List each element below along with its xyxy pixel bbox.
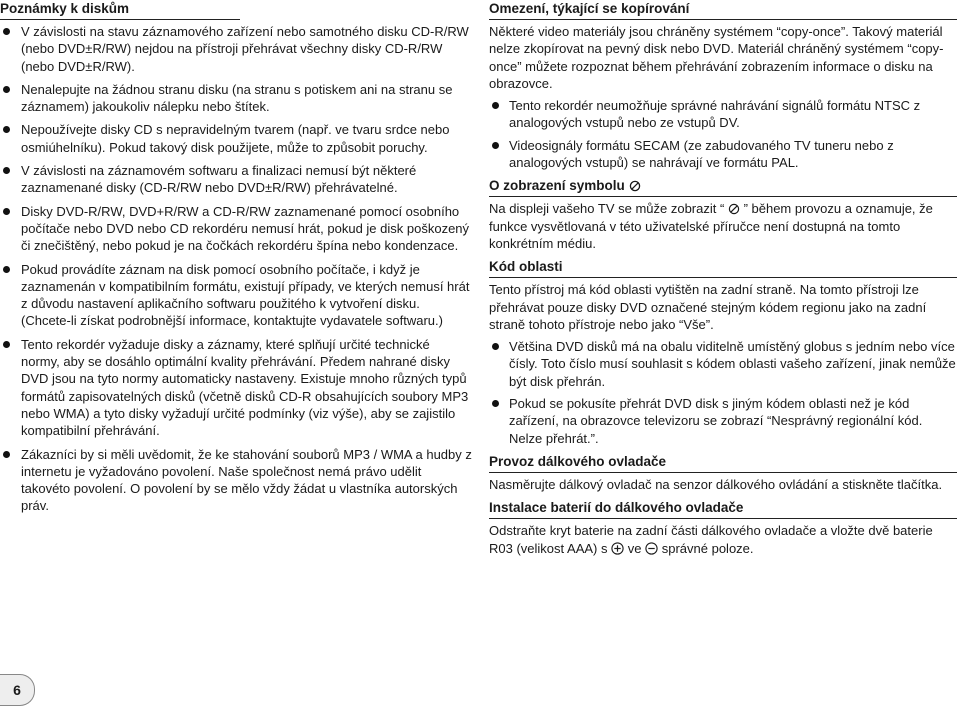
bullet-icon xyxy=(3,208,10,215)
left-column xyxy=(0,0,472,521)
list-item: Tento rekordér neumožňuje správné nahrávání signálů formátu NTSC z analogových vstupů nebo ze vstupů DV. xyxy=(489,97,957,132)
bullet-icon xyxy=(3,86,10,93)
battery-install-heading: Instalace baterií do dálkového ovladače xyxy=(489,499,957,519)
bullet-icon xyxy=(492,343,499,350)
list-item: Většina DVD disků má na obalu viditelně umístěný globus s jedním nebo více čísly. Toto číslo musí souhlasit s kódem oblasti vašeho zařízení, jinak nemůže být disk přehrán. xyxy=(489,338,957,390)
plus-circle-icon xyxy=(611,542,624,555)
bullet-icon xyxy=(3,28,10,35)
region-code-text: Tento přístroj má kód oblasti vytištěn na zadní straně. Na tomto přístroji lze přehrávat pouze disky DVD označené stejným kódem regionu jako na zadní straně tohoto přístroje nebo jako “Vše”. xyxy=(489,282,927,332)
bullet-icon xyxy=(3,126,10,133)
list-item: Pokud se pokusíte přehrát DVD disk s jiným kódem oblasti než je kód zařízení, na obrazovce televizoru se zobrazí “Nesprávný regionální kód. Nelze přehrát.”. xyxy=(489,395,957,447)
bullet-icon xyxy=(3,451,10,458)
right-column xyxy=(489,0,957,562)
list-item: Videosignály formátu SECAM (ze zabudovaného TV tuneru nebo z analogových vstupů) se nahrávají ve formátu PAL. xyxy=(489,137,957,172)
copy-restriction-text: Některé video materiály jsou chráněny systémem “copy-once”. Takový materiál nelze zkopírovat na pevný disk nebo DVD. Materiál chráněný systémem “copy-once” můžete rozpoznat během přehrávání zobrazením informace o disku na obrazovce. xyxy=(489,24,944,91)
symbol-heading: O zobrazení symbolu xyxy=(489,177,957,197)
bullet-icon xyxy=(492,142,499,149)
remote-operation-text: Nasměrujte dálkový ovladač na senzor dálkového ovládání a stiskněte tlačítka. xyxy=(489,476,943,492)
list-item: Nenalepujte na žádnou stranu disku (na stranu s potiskem ani na stranu se záznamem) jakoukoliv nálepku nebo štítek. xyxy=(0,81,472,116)
page-number: 6 xyxy=(0,674,35,706)
prohibited-symbol-icon xyxy=(728,203,740,215)
minus-circle-icon xyxy=(645,542,658,555)
bullet-icon xyxy=(3,266,10,273)
copy-restriction-list xyxy=(489,97,957,171)
list-item: Zákazníci by si měli uvědomit, že ke stahování souborů MP3 / WMA a hudby z internetu je vyžadováno povolení. Naše společnost nemá právo udělit takovéto povolení. O povolení by se mělo vždy žádat u vlastníka autorských práv. xyxy=(0,446,472,515)
symbol-text: Na displeji vašeho TV se může zobrazit “ ” během provozu a oznamuje, že funkce vysvětlovaná v této uživatelské příručce není dostupná na tomto konkrétním médiu. xyxy=(489,201,933,251)
bullet-icon xyxy=(492,400,499,407)
bullet-icon xyxy=(3,341,10,348)
copy-restriction-heading: Omezení, týkající se kopírování xyxy=(489,0,957,20)
bullet-icon xyxy=(3,167,10,174)
list-item: Tento rekordér vyžaduje disky a záznamy, které splňují určité technické normy, aby se dosáhlo optimální kvality přehrávání. Předem nahrané disky DVD jsou na tyto normy automaticky nastaveny. Existuje mnoho různých typů formátů zapisovatelných disků (včetně disků CD-R obsahujících soubory MP3 nebo WMA) a tyto disky vyžadují určité podmínky (viz výše), aby se zajistilo kompatibilní přehrávání. xyxy=(0,336,472,440)
list-item: V závislosti na stavu záznamového zařízení nebo samotného disku CD-R/RW (nebo DVD±R/RW) nejdou na přístroji přehrávat všechny disky CD-R/RW (nebo DVD±R/RW). xyxy=(0,23,472,75)
disc-notes-heading: Poznámky k diskům xyxy=(0,0,240,20)
prohibited-symbol-icon xyxy=(629,180,641,192)
list-item: Pokud provádíte záznam na disk pomocí osobního počítače, i když je zaznamenán v kompatibilním formátu, existují případy, ve kterých nemusí hrát z důvodu nastavení aplikačního softwaru použitého k vytvoření disku. (Chcete-li získat podrobnější informace, kontaktujte vydavatele softwaru.) xyxy=(0,261,472,330)
list-item: V závislosti na záznamovém softwaru a finalizaci nemusí být některé zaznamenané disky (CD-R/RW nebo DVD±R/RW) přehrávatelné. xyxy=(0,162,472,197)
bullet-icon xyxy=(492,102,499,109)
region-code-list xyxy=(489,338,957,447)
region-code-heading: Kód oblasti xyxy=(489,258,957,278)
remote-operation-heading: Provoz dálkového ovladače xyxy=(489,453,957,473)
list-item: Nepoužívejte disky CD s nepravidelným tvarem (např. ve tvaru srdce nebo osmiúhelníku). Pokud takový disk použijete, může to způsobit poruchy. xyxy=(0,121,472,156)
list-item: Disky DVD-R/RW, DVD+R/RW a CD-R/RW zaznamenané pomocí osobního počítače nebo DVD nebo CD rekordéru nemusí hrát, pokud je disk poškozený či znečištěný, nebo pokud je na čočkách rekordéru špína nebo kondenzace. xyxy=(0,203,472,255)
battery-install-text: Odstraňte kryt baterie na zadní části dálkového ovladače a vložte dvě baterie R03 (velikost AAA) s ve správné poloze. xyxy=(489,523,933,556)
disc-notes-list xyxy=(0,23,472,515)
